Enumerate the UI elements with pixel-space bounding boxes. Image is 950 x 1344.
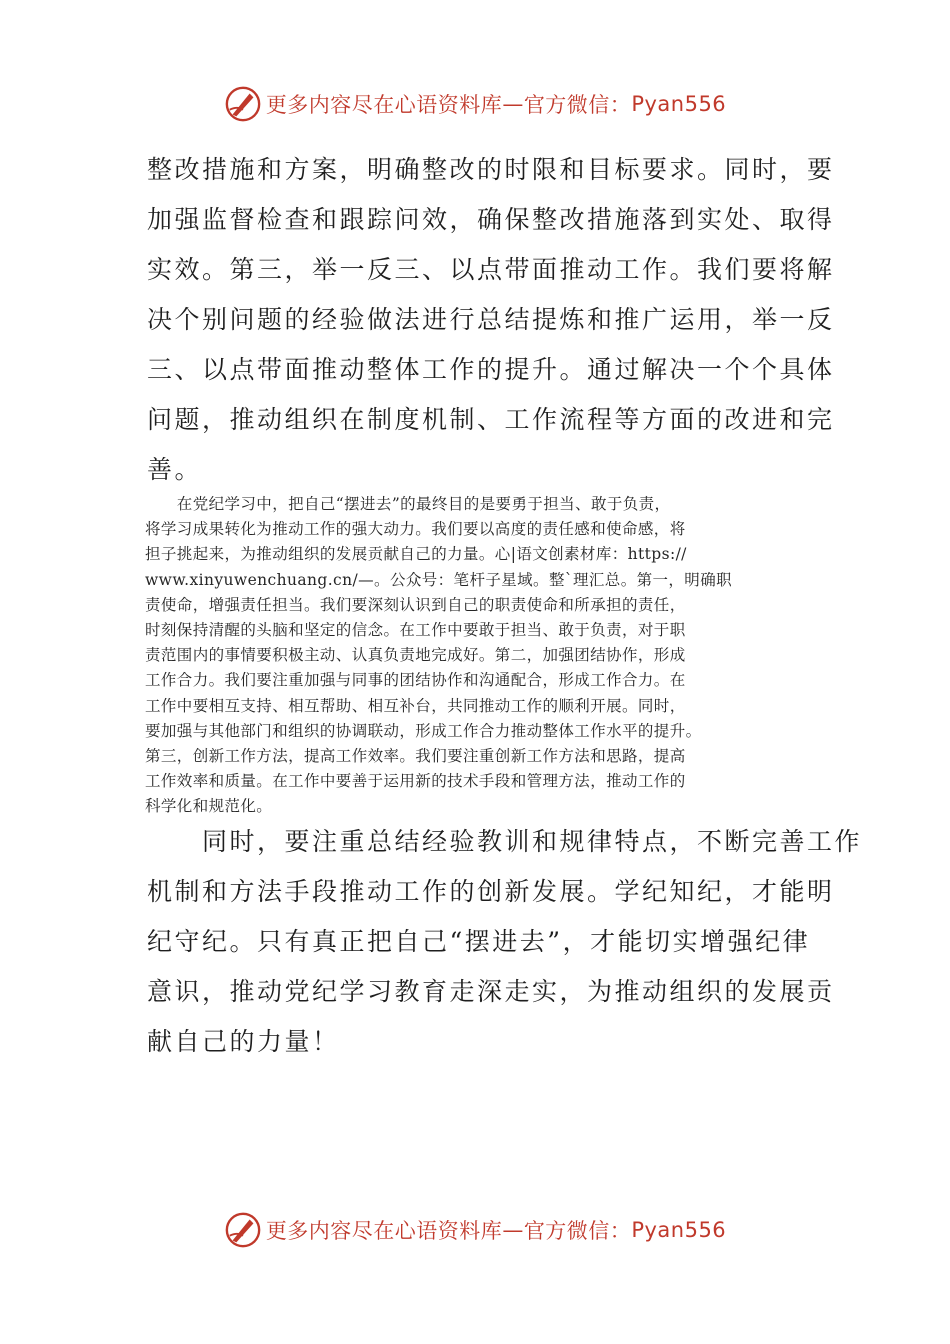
text-line: 科学化和规范化。 bbox=[145, 797, 273, 816]
header-banner bbox=[0, 82, 950, 126]
text-line: 整改措施和方案，明确整改的时限和目标要求。同时，要 bbox=[147, 155, 835, 184]
banner-text: 更多内容尽在心语资料库 bbox=[265, 93, 503, 117]
banner-wechat-id: Pyan556 bbox=[631, 1218, 727, 1242]
text-line: 在党纪学习中，把自己“摆进去”的最终目的是要勇于担当、敢于负责， bbox=[145, 495, 671, 513]
text-line: 善。 bbox=[147, 455, 203, 484]
text-line: 加强监督检查和跟踪问效，确保整改措施落到实处、取得 bbox=[147, 205, 835, 234]
footer-banner bbox=[0, 1208, 950, 1252]
text-line: www.xinyuwenchuang.cn/—。公众号：笔杆子星域。整`理汇总。第一，明确职 bbox=[145, 570, 732, 589]
text-line: 同时，要注重总结经验教训和规律特点，不断完善工作 bbox=[147, 827, 863, 856]
text-line: 实效。第三，举一反三、以点带面推动工作。我们要将解 bbox=[147, 255, 835, 284]
pen-logo-icon bbox=[224, 1211, 262, 1249]
banner-official: 官方微信： bbox=[523, 93, 632, 117]
text-line: 担子挑起来，为推动组织的发展贡献自己的力量。心|语文创素材库：https:// bbox=[145, 545, 687, 564]
text-line: 时刻保持清醒的头脑和坚定的信念。在工作中要敢于担当、敢于负责，对于职 bbox=[145, 620, 686, 639]
text-line: 纪守纪。只有真正把自己“摆进去”，才能切实增强纪律 bbox=[147, 927, 811, 956]
text-line: 责使命，增强责任担当。我们要深刻认识到自己的职责使命和所承担的责任， bbox=[145, 595, 686, 614]
paragraph-2 bbox=[145, 492, 815, 819]
text-line: 工作效率和质量。在工作中要善于运用新的技术手段和管理方法，推动工作的 bbox=[145, 772, 686, 791]
text-line: 工作中要相互支持、相互帮助、相互补台，共同推动工作的顺利开展。同时， bbox=[145, 696, 686, 715]
text-line: 献自己的力量！ bbox=[147, 1027, 340, 1056]
text-line: 意识，推动党纪学习教育走深走实，为推动组织的发展贡 bbox=[147, 977, 835, 1006]
text-line: 责范围内的事情要积极主动、认真负责地完成好。第二，加强团结协作，形成 bbox=[145, 646, 686, 665]
banner-sep: — bbox=[502, 1218, 524, 1242]
pen-logo-icon bbox=[224, 85, 262, 123]
text-line: 将学习成果转化为推动工作的强大动力。我们要以高度的责任感和使命感，将 bbox=[145, 520, 686, 539]
text-line: 第三，创新工作方法，提高工作效率。我们要注重创新工作方法和思路，提高 bbox=[145, 746, 686, 765]
banner-official: 官方微信： bbox=[523, 1219, 632, 1243]
text-line: 决个别问题的经验做法进行总结提炼和推广运用，举一反 bbox=[147, 305, 835, 334]
banner-wechat-id: Pyan556 bbox=[631, 92, 727, 116]
text-line: 三、以点带面推动整体工作的提升。通过解决一个个具体 bbox=[147, 355, 835, 384]
paragraph-1 bbox=[147, 145, 835, 495]
banner-sep: — bbox=[502, 92, 524, 116]
paragraph-3 bbox=[147, 817, 863, 1067]
text-line: 机制和方法手段推动工作的创新发展。学纪知纪，才能明 bbox=[147, 877, 835, 906]
text-line: 问题，推动组织在制度机制、工作流程等方面的改进和完 bbox=[147, 405, 835, 434]
banner-text: 更多内容尽在心语资料库 bbox=[265, 1219, 503, 1243]
text-line: 要加强与其他部门和组织的协调联动，形成工作合力推动整体工作水平的提升。 bbox=[145, 721, 702, 740]
text-line: 工作合力。我们要注重加强与同事的团结协作和沟通配合，形成工作合力。在 bbox=[145, 671, 686, 690]
